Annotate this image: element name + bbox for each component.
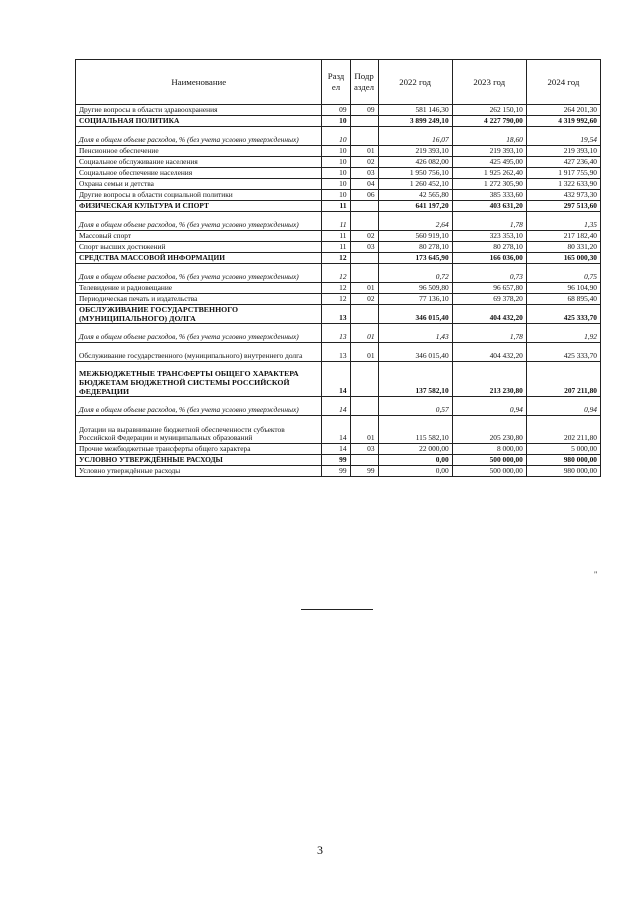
row-podrazdel: 01 bbox=[350, 283, 378, 294]
row-name: Спорт высших достижений bbox=[76, 242, 322, 253]
row-value-2022: 346 015,40 bbox=[378, 343, 452, 362]
row-razdel: 10 bbox=[322, 190, 350, 201]
row-value-2023: 96 657,80 bbox=[452, 283, 526, 294]
row-razdel: 10 bbox=[322, 146, 350, 157]
row-value-2024: 0,94 bbox=[526, 397, 600, 416]
row-value-2024: 19,54 bbox=[526, 127, 600, 146]
header-2024: 2024 год bbox=[526, 60, 600, 105]
row-value-2023: 404 432,20 bbox=[452, 305, 526, 324]
row-value-2024: 68 895,40 bbox=[526, 294, 600, 305]
row-razdel: 11 bbox=[322, 231, 350, 242]
row-value-2024: 1,92 bbox=[526, 324, 600, 343]
row-value-2024: 427 236,40 bbox=[526, 157, 600, 168]
header-name: Наименование bbox=[76, 60, 322, 105]
row-name: УСЛОВНО УТВЕРЖДЁННЫЕ РАСХОДЫ bbox=[76, 455, 322, 466]
row-value-2023: 1 272 305,90 bbox=[452, 179, 526, 190]
row-value-2024: 202 211,80 bbox=[526, 416, 600, 444]
row-razdel: 14 bbox=[322, 444, 350, 455]
row-value-2022: 1 260 452,10 bbox=[378, 179, 452, 190]
row-value-2023: 0,94 bbox=[452, 397, 526, 416]
row-podrazdel bbox=[350, 253, 378, 264]
row-razdel: 13 bbox=[322, 305, 350, 324]
table-row-share bbox=[76, 212, 601, 231]
row-value-2023: 500 000,00 bbox=[452, 455, 526, 466]
row-value-2022: 560 919,10 bbox=[378, 231, 452, 242]
row-value-2023: 166 036,00 bbox=[452, 253, 526, 264]
row-value-2024: 165 000,30 bbox=[526, 253, 600, 264]
row-razdel: 14 bbox=[322, 362, 350, 397]
table-row bbox=[76, 444, 601, 455]
row-name: Доля в общем объеме расходов, % (без учета условно утвержденных) bbox=[76, 397, 322, 416]
row-name: СРЕДСТВА МАССОВОЙ ИНФОРМАЦИИ bbox=[76, 253, 322, 264]
table-row-section bbox=[76, 253, 601, 264]
table-row-section bbox=[76, 455, 601, 466]
table-row bbox=[76, 190, 601, 201]
row-value-2022: 0,00 bbox=[378, 455, 452, 466]
row-value-2024: 297 513,60 bbox=[526, 201, 600, 212]
row-value-2023: 323 353,10 bbox=[452, 231, 526, 242]
header-2023: 2023 год bbox=[452, 60, 526, 105]
row-value-2022: 115 582,10 bbox=[378, 416, 452, 444]
row-value-2022: 3 899 249,10 bbox=[378, 116, 452, 127]
row-razdel: 13 bbox=[322, 343, 350, 362]
row-razdel: 99 bbox=[322, 455, 350, 466]
row-value-2023: 500 000,00 bbox=[452, 466, 526, 477]
row-value-2024: 219 393,10 bbox=[526, 146, 600, 157]
row-podrazdel: 02 bbox=[350, 157, 378, 168]
row-value-2022: 0,57 bbox=[378, 397, 452, 416]
row-name: Условно утверждённые расходы bbox=[76, 466, 322, 477]
row-value-2022: 0,00 bbox=[378, 466, 452, 477]
row-value-2023: 1,78 bbox=[452, 324, 526, 343]
row-value-2023: 425 495,00 bbox=[452, 157, 526, 168]
row-name: Пенсионное обеспечение bbox=[76, 146, 322, 157]
row-name: МЕЖБЮДЖЕТНЫЕ ТРАНСФЕРТЫ ОБЩЕГО ХАРАКТЕРА БЮДЖЕТАМ БЮДЖЕТНОЙ СИСТЕМЫ РОССИЙСКОЙ ФЕДЕРАЦИИ bbox=[76, 362, 322, 397]
row-podrazdel: 01 bbox=[350, 416, 378, 444]
row-value-2022: 581 146,30 bbox=[378, 105, 452, 116]
table-row bbox=[76, 179, 601, 190]
row-podrazdel: 99 bbox=[350, 466, 378, 477]
row-value-2022: 77 136,10 bbox=[378, 294, 452, 305]
row-podrazdel bbox=[350, 127, 378, 146]
row-razdel: 14 bbox=[322, 416, 350, 444]
row-name: ФИЗИЧЕСКАЯ КУЛЬТУРА И СПОРТ bbox=[76, 201, 322, 212]
row-podrazdel: 02 bbox=[350, 294, 378, 305]
table-row bbox=[76, 466, 601, 477]
header-2022: 2022 год bbox=[378, 60, 452, 105]
table-row-share bbox=[76, 127, 601, 146]
row-razdel: 10 bbox=[322, 168, 350, 179]
table-row bbox=[76, 146, 601, 157]
row-podrazdel: 03 bbox=[350, 242, 378, 253]
row-value-2023: 213 230,80 bbox=[452, 362, 526, 397]
row-value-2024: 4 319 992,60 bbox=[526, 116, 600, 127]
row-name: Социальное обслуживание населения bbox=[76, 157, 322, 168]
row-razdel: 13 bbox=[322, 324, 350, 343]
row-name: Доля в общем объеме расходов, % (без учета условно утвержденных) bbox=[76, 127, 322, 146]
table-row-section bbox=[76, 362, 601, 397]
table-header-row bbox=[76, 60, 601, 105]
row-value-2024: 980 000,00 bbox=[526, 455, 600, 466]
table-row bbox=[76, 168, 601, 179]
table-row bbox=[76, 416, 601, 444]
row-name: Социальное обеспечение населения bbox=[76, 168, 322, 179]
table-row bbox=[76, 242, 601, 253]
row-name: Доля в общем объеме расходов, % (без учета условно утвержденных) bbox=[76, 264, 322, 283]
row-value-2022: 16,07 bbox=[378, 127, 452, 146]
row-value-2023: 262 150,10 bbox=[452, 105, 526, 116]
row-value-2023: 404 432,20 bbox=[452, 343, 526, 362]
row-razdel: 11 bbox=[322, 201, 350, 212]
row-value-2024: 1,35 bbox=[526, 212, 600, 231]
row-razdel: 10 bbox=[322, 127, 350, 146]
row-podrazdel: 04 bbox=[350, 179, 378, 190]
separator-line bbox=[301, 609, 373, 610]
row-name: Доля в общем объеме расходов, % (без учета условно утвержденных) bbox=[76, 324, 322, 343]
row-value-2022: 346 015,40 bbox=[378, 305, 452, 324]
row-razdel: 12 bbox=[322, 253, 350, 264]
row-value-2022: 1,43 bbox=[378, 324, 452, 343]
row-value-2024: 96 104,90 bbox=[526, 283, 600, 294]
row-value-2023: 1,78 bbox=[452, 212, 526, 231]
row-value-2024: 0,75 bbox=[526, 264, 600, 283]
table-row bbox=[76, 343, 601, 362]
row-podrazdel bbox=[350, 397, 378, 416]
row-value-2024: 425 333,70 bbox=[526, 305, 600, 324]
table-row-share bbox=[76, 324, 601, 343]
row-value-2024: 432 973,30 bbox=[526, 190, 600, 201]
table-row bbox=[76, 105, 601, 116]
row-value-2023: 8 000,00 bbox=[452, 444, 526, 455]
row-value-2022: 426 082,00 bbox=[378, 157, 452, 168]
row-value-2024: 264 201,30 bbox=[526, 105, 600, 116]
row-value-2022: 641 197,20 bbox=[378, 201, 452, 212]
row-razdel: 12 bbox=[322, 264, 350, 283]
row-podrazdel: 02 bbox=[350, 231, 378, 242]
row-razdel: 09 bbox=[322, 105, 350, 116]
row-value-2024: 425 333,70 bbox=[526, 343, 600, 362]
row-value-2022: 1 950 756,10 bbox=[378, 168, 452, 179]
row-razdel: 11 bbox=[322, 242, 350, 253]
row-podrazdel: 03 bbox=[350, 168, 378, 179]
row-value-2024: 217 182,40 bbox=[526, 231, 600, 242]
budget-table bbox=[75, 59, 601, 477]
row-razdel: 10 bbox=[322, 116, 350, 127]
row-podrazdel bbox=[350, 362, 378, 397]
row-name: Дотации на выравнивание бюджетной обеспеченности субъектов Российской Федерации и муниципальных образований bbox=[76, 416, 322, 444]
row-podrazdel bbox=[350, 264, 378, 283]
table-row-section bbox=[76, 305, 601, 324]
header-podrazdel: Подр аздел bbox=[350, 60, 378, 105]
row-value-2023: 1 925 262,40 bbox=[452, 168, 526, 179]
row-podrazdel: 03 bbox=[350, 444, 378, 455]
row-value-2023: 69 378,20 bbox=[452, 294, 526, 305]
table-row bbox=[76, 157, 601, 168]
row-value-2023: 0,73 bbox=[452, 264, 526, 283]
row-podrazdel: 06 bbox=[350, 190, 378, 201]
table-row bbox=[76, 231, 601, 242]
row-podrazdel: 01 bbox=[350, 146, 378, 157]
table-row-section bbox=[76, 201, 601, 212]
row-name: Периодическая печать и издательства bbox=[76, 294, 322, 305]
row-value-2022: 80 278,10 bbox=[378, 242, 452, 253]
table-row bbox=[76, 294, 601, 305]
row-podrazdel bbox=[350, 455, 378, 466]
row-podrazdel: 01 bbox=[350, 343, 378, 362]
row-name: Прочие межбюджетные трансферты общего характера bbox=[76, 444, 322, 455]
row-value-2023: 385 333,60 bbox=[452, 190, 526, 201]
table-row-section bbox=[76, 116, 601, 127]
row-podrazdel bbox=[350, 212, 378, 231]
row-razdel: 11 bbox=[322, 212, 350, 231]
row-value-2022: 137 582,10 bbox=[378, 362, 452, 397]
row-razdel: 99 bbox=[322, 466, 350, 477]
row-value-2023: 80 278,10 bbox=[452, 242, 526, 253]
row-value-2024: 1 322 633,90 bbox=[526, 179, 600, 190]
row-value-2022: 219 393,10 bbox=[378, 146, 452, 157]
row-name: Другие вопросы в области здравоохранения bbox=[76, 105, 322, 116]
row-podrazdel bbox=[350, 116, 378, 127]
closing-quote: " bbox=[594, 570, 598, 579]
row-value-2022: 96 509,80 bbox=[378, 283, 452, 294]
table-row-share bbox=[76, 397, 601, 416]
header-razdel: Разд ел bbox=[322, 60, 350, 105]
row-value-2024: 5 000,00 bbox=[526, 444, 600, 455]
row-name: Телевидение и радиовещание bbox=[76, 283, 322, 294]
row-name: Доля в общем объеме расходов, % (без учета условно утвержденных) bbox=[76, 212, 322, 231]
row-value-2022: 0,72 bbox=[378, 264, 452, 283]
table-row bbox=[76, 283, 601, 294]
row-value-2024: 980 000,00 bbox=[526, 466, 600, 477]
row-razdel: 10 bbox=[322, 179, 350, 190]
row-name: СОЦИАЛЬНАЯ ПОЛИТИКА bbox=[76, 116, 322, 127]
table-row-share bbox=[76, 264, 601, 283]
row-value-2022: 2,64 bbox=[378, 212, 452, 231]
row-value-2023: 18,60 bbox=[452, 127, 526, 146]
row-value-2022: 42 565,80 bbox=[378, 190, 452, 201]
row-value-2022: 22 000,00 bbox=[378, 444, 452, 455]
row-value-2023: 205 230,80 bbox=[452, 416, 526, 444]
row-value-2023: 4 227 790,00 bbox=[452, 116, 526, 127]
row-name: Массовый спорт bbox=[76, 231, 322, 242]
row-podrazdel bbox=[350, 201, 378, 212]
row-podrazdel bbox=[350, 305, 378, 324]
row-value-2023: 219 393,10 bbox=[452, 146, 526, 157]
row-value-2024: 207 211,80 bbox=[526, 362, 600, 397]
row-value-2024: 80 331,20 bbox=[526, 242, 600, 253]
row-razdel: 14 bbox=[322, 397, 350, 416]
row-name: Охрана семьи и детства bbox=[76, 179, 322, 190]
row-razdel: 10 bbox=[322, 157, 350, 168]
row-razdel: 12 bbox=[322, 283, 350, 294]
row-razdel: 12 bbox=[322, 294, 350, 305]
row-value-2024: 1 917 755,90 bbox=[526, 168, 600, 179]
page-number: 3 bbox=[317, 843, 323, 857]
row-podrazdel: 09 bbox=[350, 105, 378, 116]
row-name: Другие вопросы в области социальной политики bbox=[76, 190, 322, 201]
row-value-2022: 173 645,90 bbox=[378, 253, 452, 264]
row-podrazdel: 01 bbox=[350, 324, 378, 343]
row-name: ОБСЛУЖИВАНИЕ ГОСУДАРСТВЕННОГО (МУНИЦИПАЛЬНОГО) ДОЛГА bbox=[76, 305, 322, 324]
row-name: Обслуживание государственного (муниципального) внутреннего долга bbox=[76, 343, 322, 362]
row-value-2023: 403 631,20 bbox=[452, 201, 526, 212]
